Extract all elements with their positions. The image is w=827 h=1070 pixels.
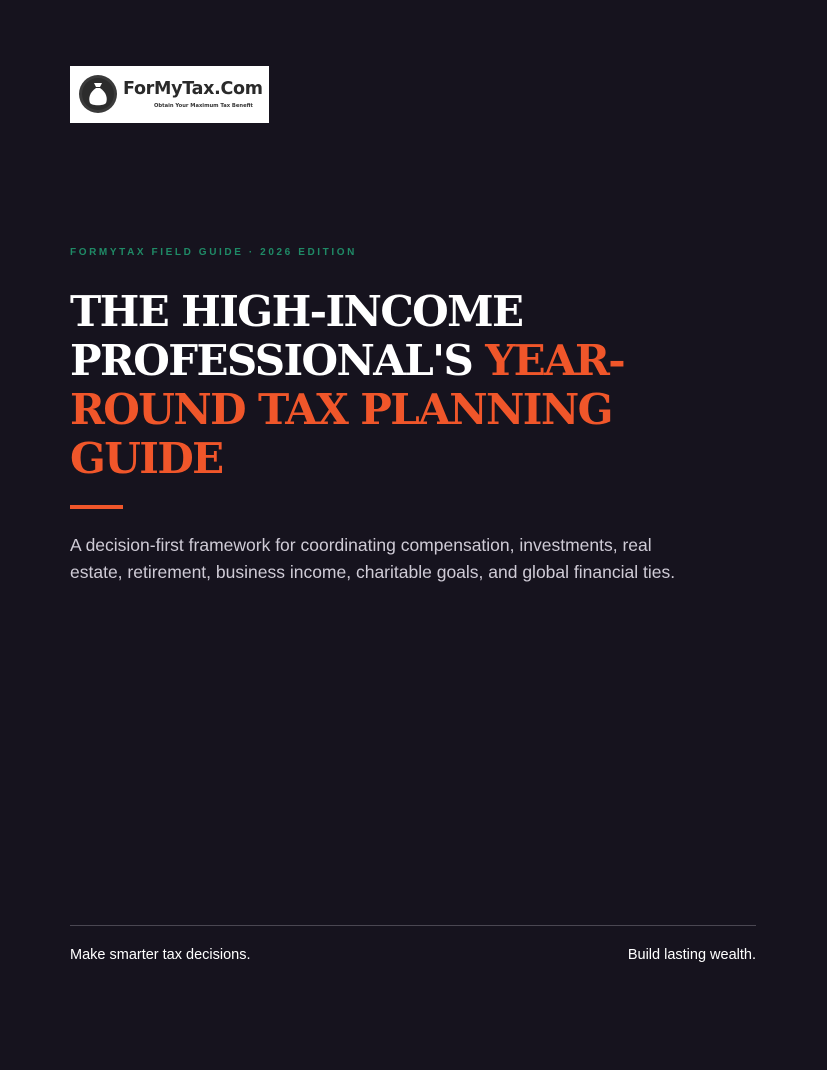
eyebrow-label: FORMYTAX FIELD GUIDE · 2026 EDITION (70, 247, 357, 258)
money-bag-icon (78, 74, 118, 114)
page-title (70, 287, 720, 483)
footer-left-text: Make smarter tax decisions. (70, 947, 251, 963)
title-accent-part: YEAR-ROUND TAX PLANNING GUIDE (70, 336, 625, 483)
logo (70, 66, 269, 123)
footer-divider (70, 925, 756, 926)
accent-rule (70, 505, 123, 509)
logo-tagline: Obtain Your Maximum Tax Benefit (154, 103, 253, 109)
logo-name: ForMyTax.Com (123, 79, 263, 99)
title-white-part: THE HIGH-INCOME PROFESSIONAL'S (70, 287, 523, 385)
subtitle: A decision-first framework for coordinating compensation, investments, real estate, retirement, business income, charitable goals, and global financial ties. (70, 535, 676, 582)
footer-right-text: Build lasting wealth. (627, 947, 756, 963)
